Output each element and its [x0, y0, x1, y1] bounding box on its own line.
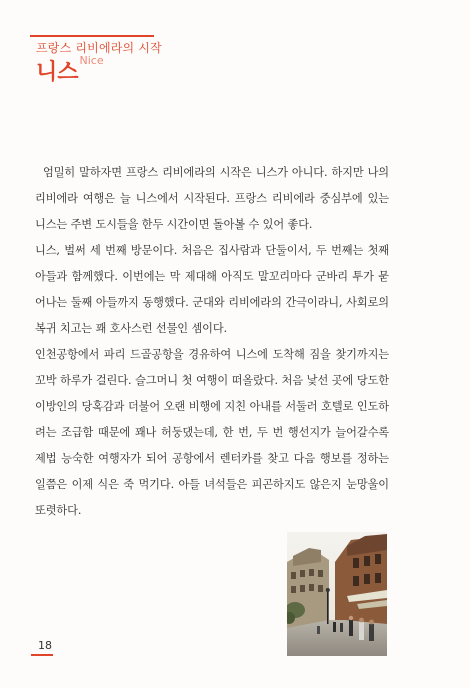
paragraph: 인천공항에서 파리 드골공항을 경유하여 니스에 도착해 짐을 찾기까지는 꼬박 하루가 걸린다. 슬그머니 첫 여행이 떠올랐다. 처음 낯선 곳에 당도한 이방인의 당혹감과 더불어 오랜 비행에 지친 아내를 서둘러 호텔로 인도하려는 조급함 때문에 꽤나 허둥댔는데, 한 번, 두 번 행선지가 늘어갈수록 제법 능숙한 여행자가 되어 공항에서 렌터카를 찾고 다음 행보를 정하는 일쯤은 이제 식은 죽 먹기다. 아들 녀석들은 피곤하지도 않은지 눈망울이 또렷하다. [35, 348, 389, 517]
chapter-title: 니스 [36, 60, 79, 85]
chapter-title-row [36, 55, 104, 86]
street-photo-image [287, 532, 387, 656]
body-text [35, 160, 389, 524]
paragraph: 엄밀히 말하자면 프랑스 리비에라의 시작은 니스가 아니다. 하지만 나의 리비에라 여행은 늘 니스에서 시작된다. 프랑스 리비에라 중심부에 있는 니스는 주변 도시들을 한두 시간이면 돌아볼 수 있어 좋다. [35, 166, 389, 231]
page-number-accent-rule [31, 654, 53, 656]
page-number: 18 [38, 639, 52, 652]
chapter-title-english: Nice [79, 54, 104, 67]
chapter-subtitle: 프랑스 리비에라의 시작 [36, 41, 162, 55]
street-photo [287, 532, 387, 656]
paragraph: 니스, 벌써 세 번째 방문이다. 처음은 집사람과 단둘이서, 두 번째는 첫째 아들과 함께했다. 이번에는 막 제대해 아직도 말꼬리마다 군바리 투가 묻어나는 둘째 아들까지 동행했다. 군대와 리비에라의 간극이라니, 사회로의 복귀 치고는 꽤 호사스런 선물인 셈이다. [35, 244, 389, 335]
header-accent-rule [30, 35, 154, 37]
